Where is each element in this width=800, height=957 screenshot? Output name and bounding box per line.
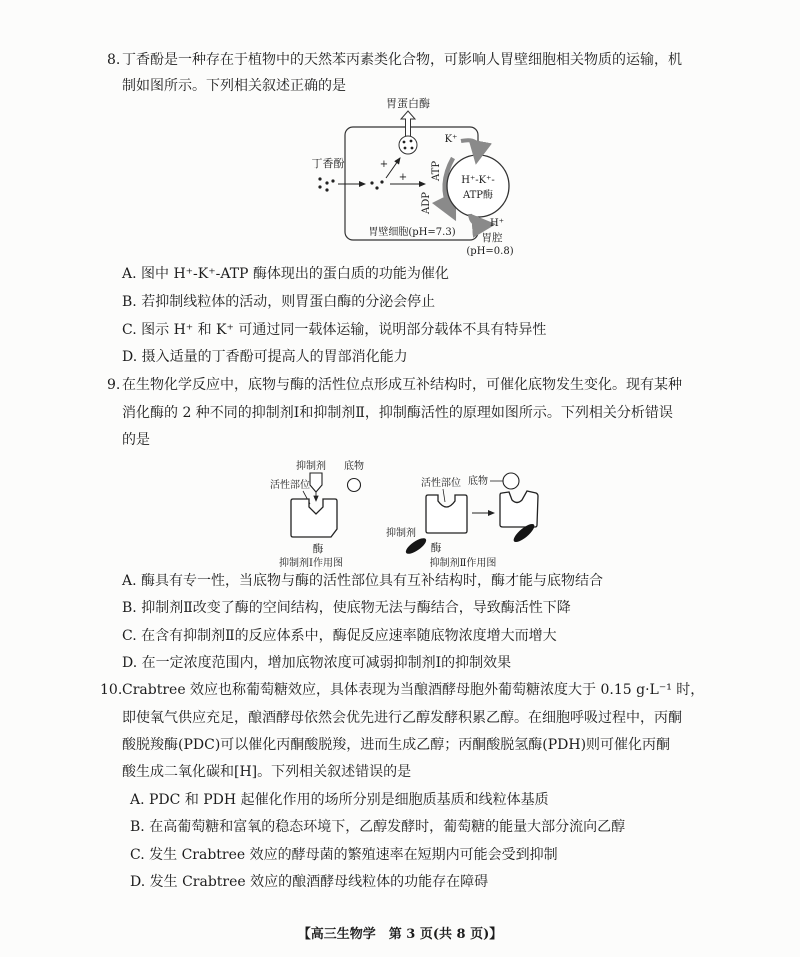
proton-pump-label-line-2: ATP酶 bbox=[462, 190, 494, 201]
proton-pump-circle bbox=[447, 155, 509, 217]
question-8-option-d: D. 摄入适量的丁香酚可提高人的胃部消化能力 bbox=[122, 349, 408, 365]
enzyme-left bbox=[291, 499, 337, 537]
proton-pump-label-line-1: H⁺-K⁺- bbox=[461, 175, 495, 186]
adp-label: ADP bbox=[421, 192, 432, 214]
question-9-stem-line-1: 在生物化学反应中，底物与酶的活性位点形成互补结构时，可催化底物发生变化。现有某种 bbox=[122, 377, 682, 393]
potassium-influx-arrow-icon bbox=[461, 140, 478, 153]
substrate-left bbox=[348, 479, 361, 492]
inhibitor-2-caption: 抑制剂Ⅱ作用图 bbox=[429, 558, 497, 569]
question-8-option-c: C. 图示 H⁺ 和 K⁺ 可通过同一载体运输，说明部分载体不具有特异性 bbox=[122, 322, 547, 338]
pepsin-granule bbox=[403, 141, 406, 144]
question-8-number: 8. bbox=[107, 52, 121, 68]
enzyme-right-deformed bbox=[500, 491, 538, 527]
pepsin-granule bbox=[404, 147, 407, 150]
eugenol-molecule bbox=[318, 177, 321, 180]
question-8-option-b: B. 若抑制线粒体的活动，则胃蛋白酶的分泌会停止 bbox=[122, 294, 436, 310]
active-site-label-right: 活性部位 bbox=[421, 478, 461, 489]
question-9-figure bbox=[265, 455, 545, 570]
page-footer: 【高三生物学 第 3 页(共 8 页)】 bbox=[297, 927, 503, 942]
question-10-option-c: C. 发生 Crabtree 效应的酵母菌的繁殖速率在短期内可能会受到抑制 bbox=[130, 847, 558, 863]
promote-pump-plus: + bbox=[398, 172, 408, 183]
question-9-option-c: C. 在含有抑制剂Ⅱ的反应体系中，酶促反应速率随底物浓度增大而增大 bbox=[122, 628, 557, 644]
question-10-stem-line-4: 酸生成二氧化碳和[H]。下列相关叙述错误的是 bbox=[122, 764, 412, 780]
eugenol-label: 丁香酚 bbox=[311, 157, 345, 170]
question-10-option-b: B. 在高葡萄糖和富氧的稳态环境下，乙醇发酵时，葡萄糖的能量大部分流向乙醇 bbox=[130, 819, 626, 835]
pepsin-granule bbox=[410, 140, 413, 143]
question-10-option-d: D. 发生 Crabtree 效应的酿酒酵母线粒体的功能存在障碍 bbox=[130, 874, 489, 890]
question-10-number: 10. bbox=[100, 682, 123, 698]
question-9-option-b: B. 抑制剂Ⅱ改变了酶的空间结构，使底物无法与酶结合，导致酶活性下降 bbox=[122, 600, 571, 616]
inhibitor-1-shape bbox=[310, 473, 322, 492]
pepsin-granule bbox=[411, 147, 414, 150]
question-9-option-d: D. 在一定浓度范围内，增加底物浓度可减弱抑制剂Ⅰ的抑制效果 bbox=[122, 655, 512, 671]
enzyme-label-left: 酶 bbox=[312, 543, 324, 555]
question-9-option-a: A. 酶具有专一性，当底物与酶的活性部位具有互补结构时，酶才能与底物结合 bbox=[122, 573, 604, 589]
pepsin-secretion-arrow-icon bbox=[401, 111, 415, 136]
question-9-stem-line-3: 的是 bbox=[122, 432, 150, 448]
eugenol-molecule bbox=[331, 179, 334, 182]
eugenol-molecule bbox=[318, 185, 321, 188]
active-site-leader-right bbox=[443, 489, 445, 502]
substrate-label-left: 底物 bbox=[344, 461, 364, 472]
gastric-lumen-ph-label: (pH=0.8) bbox=[466, 246, 514, 257]
promote-secretion-plus: + bbox=[379, 159, 389, 170]
atp-label: ATP bbox=[431, 160, 442, 182]
proton-ion-label: H⁺ bbox=[490, 218, 504, 229]
potassium-ion-label: K⁺ bbox=[444, 134, 458, 145]
pepsin-vesicle bbox=[399, 136, 417, 154]
question-8-figure bbox=[300, 95, 520, 260]
question-9-stem-line-2: 消化酶的 2 种不同的抑制剂Ⅰ和抑制剂Ⅱ，抑制酶活性的原理如图所示。下列相关分析错误 bbox=[122, 405, 673, 421]
substrate-label-right: 底物 bbox=[468, 476, 488, 487]
inhibitor-2-label: 抑制剂 bbox=[386, 528, 416, 539]
eugenol-molecule-intracellular bbox=[370, 181, 373, 184]
enzyme-label-right: 酶 bbox=[430, 542, 442, 554]
inhibitor-1-caption: 抑制剂Ⅰ作用图 bbox=[279, 558, 343, 569]
eugenol-molecule bbox=[325, 188, 328, 191]
pepsin-label: 胃蛋白酶 bbox=[386, 97, 430, 110]
question-10-stem-line-1: Crabtree 效应也称葡萄糖效应，具体表现为当酿酒酵母胞外葡萄糖浓度大于 0.15 g·L⁻¹ 时， bbox=[122, 682, 705, 698]
question-10-stem-line-3: 酸脱羧酶(PDC)可以催化丙酮酸脱羧，进而生成乙醇；丙酮酸脱氢酶(PDH)则可催化丙酮 bbox=[122, 737, 671, 753]
question-8-stem-line-1: 丁香酚是一种存在于植物中的天然苯丙素类化合物，可影响人胃壁细胞相关物质的运输，机 bbox=[122, 52, 682, 68]
question-9-number: 9. bbox=[107, 377, 121, 393]
substrate-right bbox=[503, 473, 519, 489]
question-10-option-a: A. PDC 和 PDH 起催化作用的场所分别是细胞质基质和线粒体基质 bbox=[130, 792, 549, 808]
enzyme-right-normal bbox=[426, 495, 467, 533]
gastric-lumen-label: 胃腔 bbox=[481, 232, 503, 244]
question-10-stem-line-2: 即使氧气供应充足，酿酒酵母依然会优先进行乙醇发酵积累乙醇。在细胞呼吸过程中，丙酮 bbox=[122, 710, 682, 726]
active-site-label-left: 活性部位 bbox=[270, 480, 310, 491]
parietal-cell-label: 胃壁细胞(pH=7.3) bbox=[368, 227, 456, 238]
inhibitor-1-label: 抑制剂 bbox=[296, 461, 326, 472]
eugenol-molecule bbox=[325, 181, 328, 184]
question-8-stem-line-2: 制如图所示。下列相关叙述正确的是 bbox=[122, 78, 346, 94]
eugenol-molecule-intracellular bbox=[375, 186, 378, 189]
question-8-option-a: A. 图中 H⁺-K⁺-ATP 酶体现出的蛋白质的功能为催化 bbox=[122, 266, 449, 282]
eugenol-molecule-intracellular bbox=[380, 180, 383, 183]
